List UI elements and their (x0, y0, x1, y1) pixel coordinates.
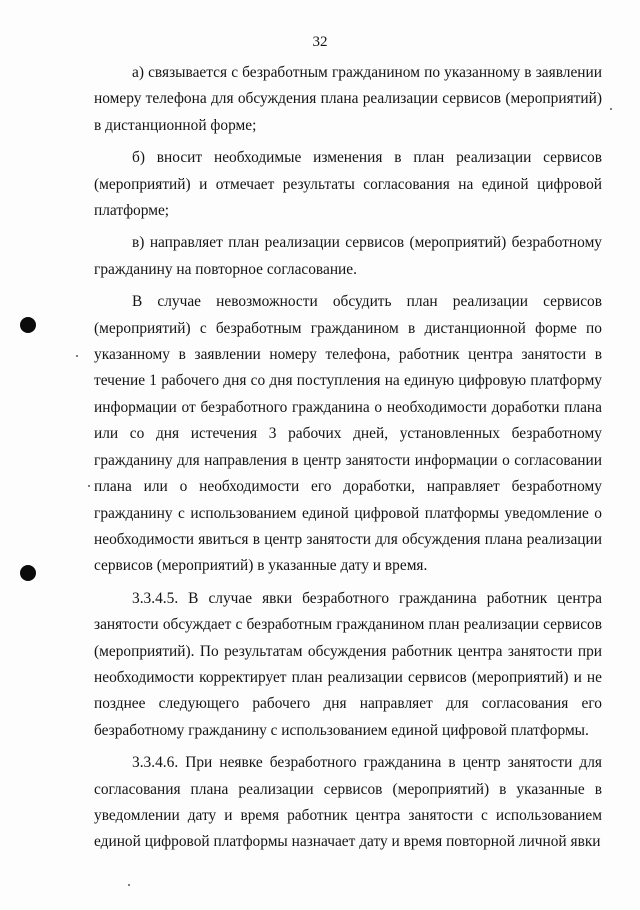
paragraph-item-a: а) связывается с безработным гражданином по указанному в заявлении номеру телефона для обсуждения плана реализации сервисов (мероприятий) в дистанционной форме; (94, 64, 602, 134)
paragraph-3-3-4-6: 3.3.4.6. При неявке безработного гражданина в центр занятости для согласования плана реализации сервисов (мероприятий) в указанные в уведомлении дату и время работник центра занятости с использованием единой цифровой платформы назначает дату и время повторной личной явки (94, 754, 602, 851)
punch-hole-mark (20, 565, 36, 581)
punch-hole-mark (20, 317, 36, 333)
paragraph-impossibility-case: В случае невозможности обсудить план реализации сервисов (мероприятий) с безработным гражданином в дистанционной форме по указанному в заявлении номеру телефона, работник центра занятости в течение 1 рабочего дня со дня поступления на единую цифровую платформу информации от безработного гражданина о необходимости доработки плана или со дня истечения 3 рабочих дней, установленных безработному гражданину для направления в центр занятости информации о согласовании плана или о необходимости его доработки, направляет безработному гражданину с использованием единой цифровой платформы уведомление о необходимости явиться в центр занятости для обсуждения плана реализации сервисов (мероприятий) в указанные дату и время. (94, 293, 602, 575)
scan-speck (128, 884, 130, 886)
scan-speck (610, 108, 612, 110)
paragraph-item-v: в) направляет план реализации сервисов (мероприятий) безработному гражданину на повторное согласование. (94, 234, 602, 278)
document-body (94, 60, 602, 862)
scan-speck (76, 355, 78, 357)
page-number: 32 (312, 34, 328, 50)
paragraph-3-3-4-5: 3.3.4.5. В случае явки безработного гражданина работник центра занятости обсуждает с безработным гражданином план реализации сервисов (мероприятий). По результатам обсуждения работник центра занятости при необходимости корректирует план реализации сервисов (мероприятий) и не позднее следующего рабочего дня направляет для согласования его безработному гражданину с использованием единой цифровой платформы. (94, 589, 602, 739)
scan-speck (88, 485, 90, 487)
paragraph-item-b: б) вносит необходимые изменения в план реализации сервисов (мероприятий) и отмечает результаты согласования на единой цифровой платформе; (94, 149, 602, 220)
